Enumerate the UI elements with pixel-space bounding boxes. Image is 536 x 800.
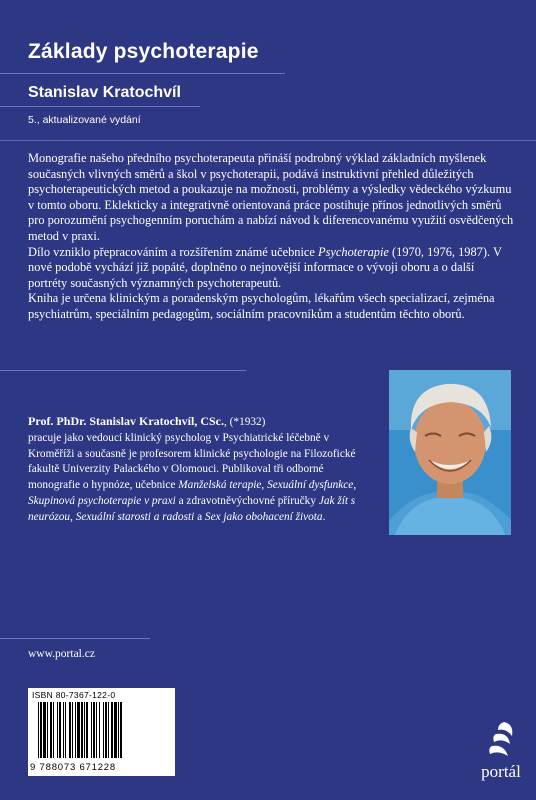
barcode-bar (65, 702, 66, 758)
isbn-number: ISBN 80-7367-122-0 (32, 690, 116, 700)
book-description (28, 151, 516, 323)
bio-book-title: Sex jako obohacení života (204, 510, 323, 523)
barcode-bar (93, 702, 95, 758)
description-text: (1970, 1976, 1987). V nové podobě vychází již popáté, doplněno o nejnovější informace o vývoji oboru a o další portréty současných významných psychoterapeutů. (28, 244, 502, 290)
bio-book-title: Jak žít s neurózou (28, 494, 356, 523)
barcode-bar (57, 702, 58, 758)
barcode-bar (118, 702, 119, 758)
barcode-bar (53, 702, 54, 758)
description-paragraph: Kniha je určena klinickým a poradenským psychologům, lékařům všech specializací, zejména psychiatrům, speciálním pedagogům, sociálním pracovníkům a studentům těchto oborů. (28, 291, 495, 321)
header-divider (0, 140, 536, 141)
publisher-name: portál (481, 762, 521, 781)
bio-text: . (322, 510, 326, 523)
barcode-bar (50, 702, 52, 758)
portal-logo (478, 718, 524, 784)
bio-text: a (194, 510, 205, 523)
barcode-bar (81, 702, 83, 758)
barcode-bar (47, 702, 48, 758)
barcode-bar (59, 702, 61, 758)
barcode-bar (77, 702, 80, 758)
portal-logo-icon (478, 718, 524, 762)
barcode-bar (86, 702, 88, 758)
barcode-bar (91, 702, 92, 758)
section-rule (0, 370, 246, 371)
bio-text: , (261, 479, 268, 492)
description-text: Dílo vzniklo přepracováním a rozšířením známé učebnice (28, 244, 319, 259)
author-bio-name: Prof. PhDr. Stanislav Kratochvíl, CSc. (28, 414, 225, 428)
bio-text: a zdravotněvýchovné příručky (175, 494, 319, 507)
barcode-bar (43, 702, 46, 758)
title-rule (0, 73, 285, 74)
bio-book-title: Manželská terapie (178, 479, 262, 492)
barcode-bar (114, 702, 117, 758)
barcode-bar (38, 702, 39, 758)
author-portrait-image (389, 370, 511, 535)
ean-number: 9 788073 671228 (30, 762, 116, 773)
barcode-bar (103, 702, 104, 758)
barcode-bar (40, 702, 42, 758)
bio-book-title: Skupinová psychoterapie v praxi (28, 494, 176, 507)
book-edition: 5., aktualizované vydání (28, 114, 141, 126)
barcode-bar (105, 702, 107, 758)
author-birth-year: , (*1932) (224, 416, 266, 428)
description-italic-title: Psychoterapie (318, 244, 389, 259)
description-paragraph (28, 245, 516, 292)
barcode-bar (111, 702, 113, 758)
bio-text: pracuje jako vedoucí klinický psycholog v Psychiatrické léčebně v Kroměříži a současně je profesorem klinické psychologie na Filozofické fakultě Univerzity Palackého v Olomouci. Publikoval tři odborné monografie o hypnóze, učebnice (28, 431, 356, 492)
barcode-bar (108, 702, 109, 758)
bio-text: , (353, 479, 357, 492)
barcode-bar (96, 702, 97, 758)
author-photo (389, 370, 511, 535)
barcode-bar (69, 702, 71, 758)
bio-text: , (70, 510, 76, 523)
book-title: Základy psychoterapie (28, 40, 259, 63)
barcode-bar (99, 702, 100, 758)
bio-book-title: Sexuální dysfunkce (267, 479, 354, 492)
barcode-bar (72, 702, 73, 758)
cover-header (0, 0, 536, 140)
book-author: Stanislav Kratochvíl (28, 84, 181, 101)
barcode-bar (84, 702, 85, 758)
barcode-bar (120, 702, 122, 758)
author-rule (0, 106, 200, 107)
barcode-bar (63, 702, 64, 758)
publisher-url[interactable]: www.portal.cz (28, 648, 95, 660)
barcode-bar (75, 702, 76, 758)
bio-book-title: Sexuální starosti a radosti (75, 510, 195, 523)
footer-rule (0, 638, 150, 639)
author-bio (28, 414, 373, 526)
barcode-bars (36, 702, 168, 762)
description-paragraph: Monografie našeho předního psychoterapeuta přináší podrobný výklad základních myšlenek současných vlivných směrů a škol v psychoterapii, podává instruktivní přehled důležitých psychoterapeutických metod a poukazuje na možnosti, problémy a výsledky vědeckého výzkumu v tomto oboru. Eklekticky a integrativně orientovaná práce postihuje přínos jednotlivých směrů pro porozumění psychogenním poruchám a nabízí návod k diferencovanému využití osvědčených metod v praxi. (28, 151, 514, 243)
isbn-barcode (28, 688, 175, 776)
